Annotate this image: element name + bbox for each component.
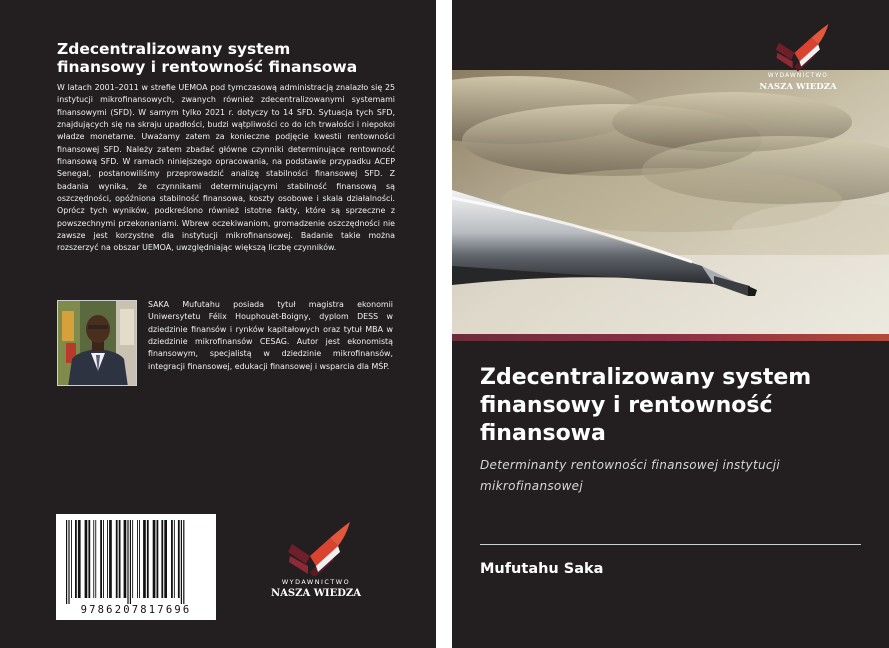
- isbn-number: 9786207817696: [80, 604, 192, 616]
- cover-photo-pen-coins: [452, 70, 889, 334]
- barcode-bar: [130, 520, 131, 604]
- author-portrait-image: [58, 301, 137, 386]
- publisher-label: WYDAWNICTWO: [281, 578, 351, 586]
- barcode-bar: [124, 520, 127, 598]
- cover-gap: [436, 0, 452, 648]
- barcode-bar: [107, 520, 108, 598]
- publisher-book-icon-front: [746, 24, 850, 72]
- barcode-bar: [143, 520, 146, 598]
- barcode-bar: [161, 520, 163, 598]
- back-cover: [0, 0, 436, 648]
- book-blurb: W latach 2001–2011 w strefie UEMOA pod tymczasową administracją znalazło się 25 instytucji mikrofinansowych, zwanych również zdecentralizowanymi systemami finansowymi (SFD). W samym tylko 2021 r. dotyczy to 14 SFD. Sytuacja tych SFD, znajdujących się na skraju upadłości, budzi wątpliwości co do ich trwałości i niepokoi władze monetarne. Uważamy zatem za konieczne podjęcie kwestii rentowności finansowej SFD. Należy zatem zbadać główne czynniki determinujące rentowność finansową SFD. W ramach niniejszego opracowania, na podstawie przypadku ACEP Senegal, postanowiliśmy przeprowadzić analizę stabilności finansowej SFD. Z badania wynika, że czynnikami determinującymi stabilność finansową są oszczędności, opóźniona stabilność finansowa, koszty osobowe i skala działalności. Oprócz tych wyników, podkreślono również istotne fakty, które są sprzeczne z powszechnymi przekonaniami. Wbrew oczekiwaniom, gromadzenie oszczędności nie zawsze jest korzystne dla instytucji mikrofinansowej. Badanie takie można rozszerzyć na obszar UEMOA, uwzględniając większą liczbę czynników.: [57, 83, 395, 253]
- barcode-bar: [164, 520, 167, 598]
- barcode-bar: [88, 520, 90, 598]
- back-title-line-2: finansowy i rentowność finansowa: [57, 58, 358, 76]
- barcode-bar: [78, 520, 81, 598]
- author-bio: SAKA Mufutahu posiada tytuł magistra ekonomii Uniwersytetu Félix Houphouët-Boigny, dyplom DESS w dziedzinie finansów i rynków kapitałowych oraz tytuł MBA w dziedzinie mikrofinansów CESAG. Autor jest ekonomistą finansowym, specjalistą w dziedzinie mikrofinansów, integracji finansowej, edukacji finansowej i wsparcia dla MŚP.: [148, 300, 393, 371]
- barcode-bar: [100, 520, 102, 598]
- barcode-bar: [139, 520, 140, 598]
- publisher-logo-back: [256, 520, 376, 610]
- barcode-bar: [181, 520, 182, 604]
- barcode-bar: [93, 520, 94, 598]
- divider-rule: [480, 544, 861, 545]
- barcode-bar: [95, 520, 96, 598]
- publisher-label-front: WYDAWNICTWO: [767, 73, 829, 79]
- publisher-name: NASZA WIEDZA: [271, 588, 361, 599]
- back-cover-title: [57, 40, 417, 76]
- front-cover-title: [480, 364, 880, 448]
- front-title-line-1: Zdecentralizowany system: [480, 365, 812, 390]
- accent-bar: [452, 334, 889, 341]
- barcode-bar: [75, 520, 77, 598]
- publisher-logo-front: [746, 24, 850, 100]
- front-cover-subtitle: [480, 455, 860, 497]
- publisher-book-icon: [256, 520, 376, 576]
- barcode-bar: [109, 520, 112, 598]
- barcode-bar: [157, 520, 159, 598]
- author-photo: [57, 300, 137, 386]
- barcode-bars: [56, 514, 216, 606]
- front-cover-author: Mufutahu Saka: [480, 561, 604, 577]
- front-title-line-3: finansowa: [480, 421, 606, 446]
- publisher-name-front: NASZA WIEDZA: [759, 82, 837, 92]
- barcode-bar: [85, 520, 88, 598]
- barcode-bar: [183, 520, 184, 604]
- barcode-bar: [137, 520, 138, 598]
- barcode-bar: [68, 520, 69, 604]
- barcode-bar: [71, 520, 72, 598]
- isbn-barcode: [56, 514, 216, 620]
- pen-and-coins-image: [452, 70, 889, 334]
- barcode-bar: [116, 520, 118, 598]
- barcode-bar: [153, 520, 156, 598]
- front-title-line-2: finansowy i rentowność: [480, 393, 773, 418]
- barcode-bar: [132, 520, 133, 598]
- barcode-bar: [171, 520, 173, 598]
- barcode-bar: [103, 520, 104, 598]
- subtitle-line-1: Determinanty rentowności finansowej instytucji: [480, 458, 781, 472]
- barcode-bar: [178, 520, 180, 598]
- barcode-bar: [174, 520, 175, 598]
- barcode-bar: [66, 520, 67, 604]
- front-cover: [452, 0, 889, 648]
- back-title-line-1: Zdecentralizowany system: [57, 40, 291, 58]
- barcode-bar: [127, 520, 128, 604]
- barcode-bar: [147, 520, 149, 598]
- subtitle-line-2: mikrofinansowej: [480, 479, 583, 493]
- barcode-bar: [119, 520, 121, 598]
